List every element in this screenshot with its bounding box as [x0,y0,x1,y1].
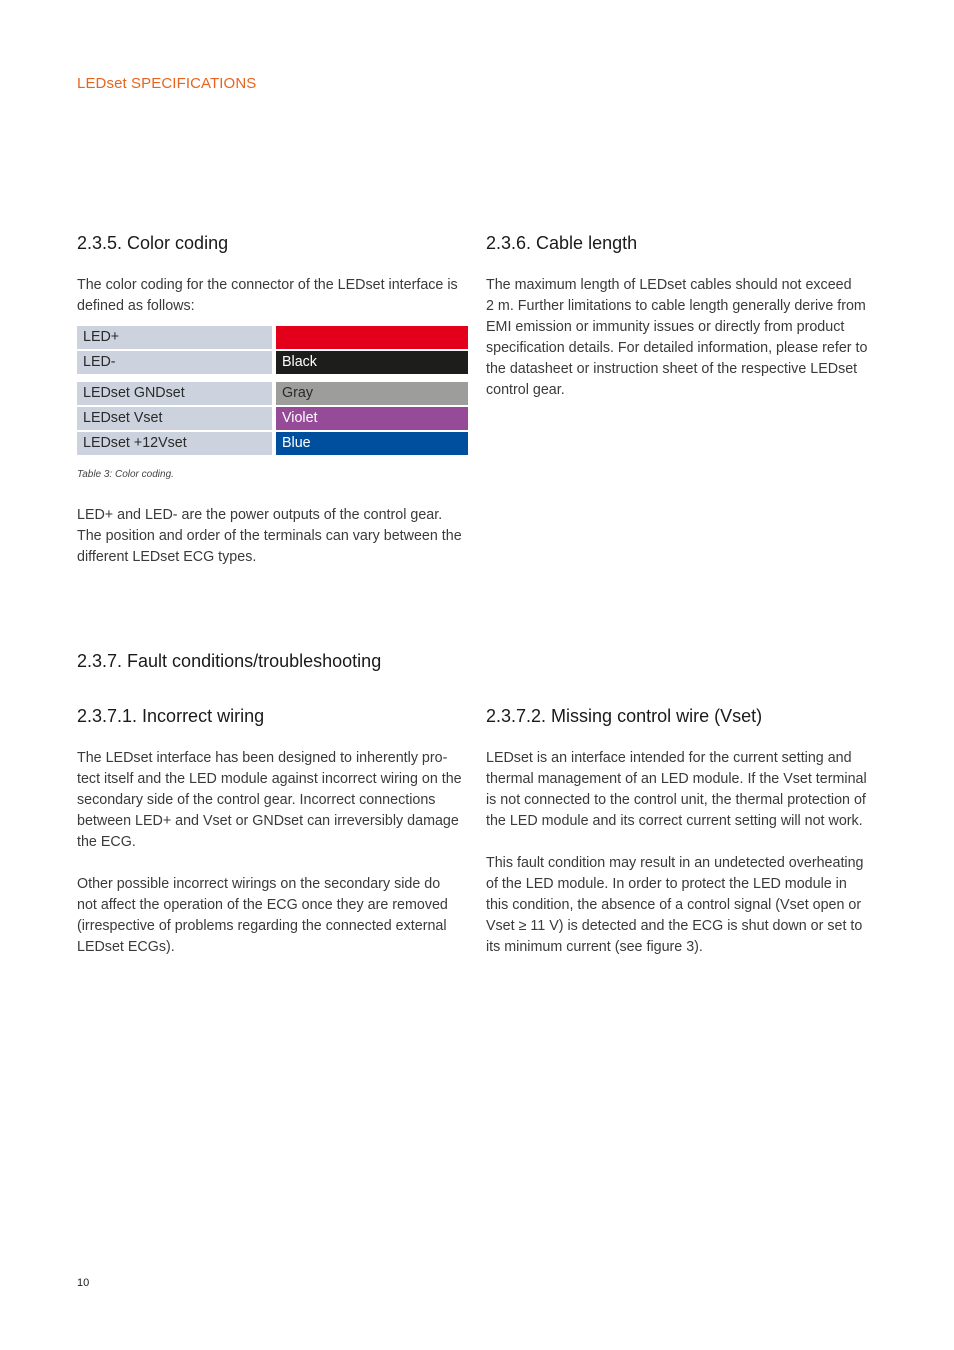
text-line: the LED module and its correct current setting will not work. [486,813,863,829]
section-color-coding [77,232,469,568]
text-line: this condition, the absence of a control signal (Vset open or [486,897,862,913]
text-line: EMI emission or immunity issues or directly from product [486,319,845,335]
table-row [77,407,468,432]
running-header: LEDset SPECIFICATIONS [77,75,257,92]
wire-color-red: Red [276,326,468,351]
heading-color-coding: 2.3.5. Color coding [77,233,229,253]
heading-incorrect-wiring: 2.3.7.1. Incorrect wiring [77,706,265,726]
color-coding-table [77,326,468,457]
color-coding-intro [77,275,469,317]
terminal-name: LED+ [77,326,276,351]
text-line: the ECG. [77,834,136,850]
text-line: is not connected to the control unit, the thermal protection of [486,792,866,808]
text-line: The maximum length of LEDset cables should not exceed [486,277,852,293]
missing-wire-para-1 [486,748,878,832]
terminal-name: LEDset GNDset [77,382,276,407]
text-line: LEDset ECGs). [77,939,175,955]
text-line: not affect the operation of the ECG once they are removed [77,897,448,913]
wire-color-gray: Gray [276,382,468,407]
intro-line: The color coding for the connector of the LEDset interface is [77,277,458,293]
text-line: The LEDset interface has been designed to inherently pro- [77,750,448,766]
text-line: This fault condition may result in an undetected overheating [486,855,864,871]
color-coding-note [77,505,469,568]
text-line: tect itself and the LED module against incorrect wiring on the [77,771,462,787]
incorrect-wiring-para-2 [77,874,469,958]
cable-length-text [486,275,878,401]
text-line: its minimum current (see figure 3). [486,939,703,955]
text-line: thermal management of an LED module. If the Vset terminal [486,771,867,787]
section-missing-control-wire [486,705,878,958]
text-line: specification details. For detailed information, please refer to [486,340,868,356]
heading-cable-length: 2.3.6. Cable length [486,233,638,253]
text-line: control gear. [486,382,565,398]
terminal-name: LEDset +12Vset [77,432,276,457]
text-line: between LED+ and Vset or GNDset can irreversibly damage [77,813,459,829]
text-line: 2 m. Further limitations to cable length generally derive from [486,298,866,314]
section-fault-conditions [77,650,677,672]
section-cable-length [486,232,878,401]
text-line: the datasheet or instruction sheet of the respective LEDset [486,361,858,377]
text-line: Other possible incorrect wirings on the secondary side do [77,876,441,892]
table-row [77,351,468,382]
table-caption: Table 3: Color coding. [77,469,174,480]
missing-wire-para-2 [486,853,878,958]
note-line: different LEDset ECG types. [77,549,257,565]
wire-color-violet: Violet [276,407,468,432]
terminal-name: LEDset Vset [77,407,276,432]
heading-missing-control-wire: 2.3.7.2. Missing control wire (Vset) [486,706,763,726]
wire-color-black: Black [276,351,468,382]
text-line: secondary side of the control gear. Incorrect connections [77,792,436,808]
incorrect-wiring-para-1 [77,748,469,853]
text-line: of the LED module. In order to protect the LED module in [486,876,847,892]
table-row [77,326,468,351]
note-line: The position and order of the terminals can vary between the [77,528,462,544]
heading-fault-conditions: 2.3.7. Fault conditions/troubleshooting [77,651,382,671]
intro-line: defined as follows: [77,298,195,314]
wire-color-blue: Blue [276,432,468,457]
page-number: 10 [77,1277,90,1289]
note-line: LED+ and LED- are the power outputs of the control gear. [77,507,443,523]
section-incorrect-wiring [77,705,469,958]
terminal-name: LED- [77,351,276,382]
table-row [77,432,468,457]
text-line: Vset ≥ 11 V) is detected and the ECG is shut down or set to [486,918,863,934]
table-row [77,382,468,407]
text-line: LEDset is an interface intended for the current setting and [486,750,852,766]
text-line: (irrespective of problems regarding the connected external [77,918,447,934]
